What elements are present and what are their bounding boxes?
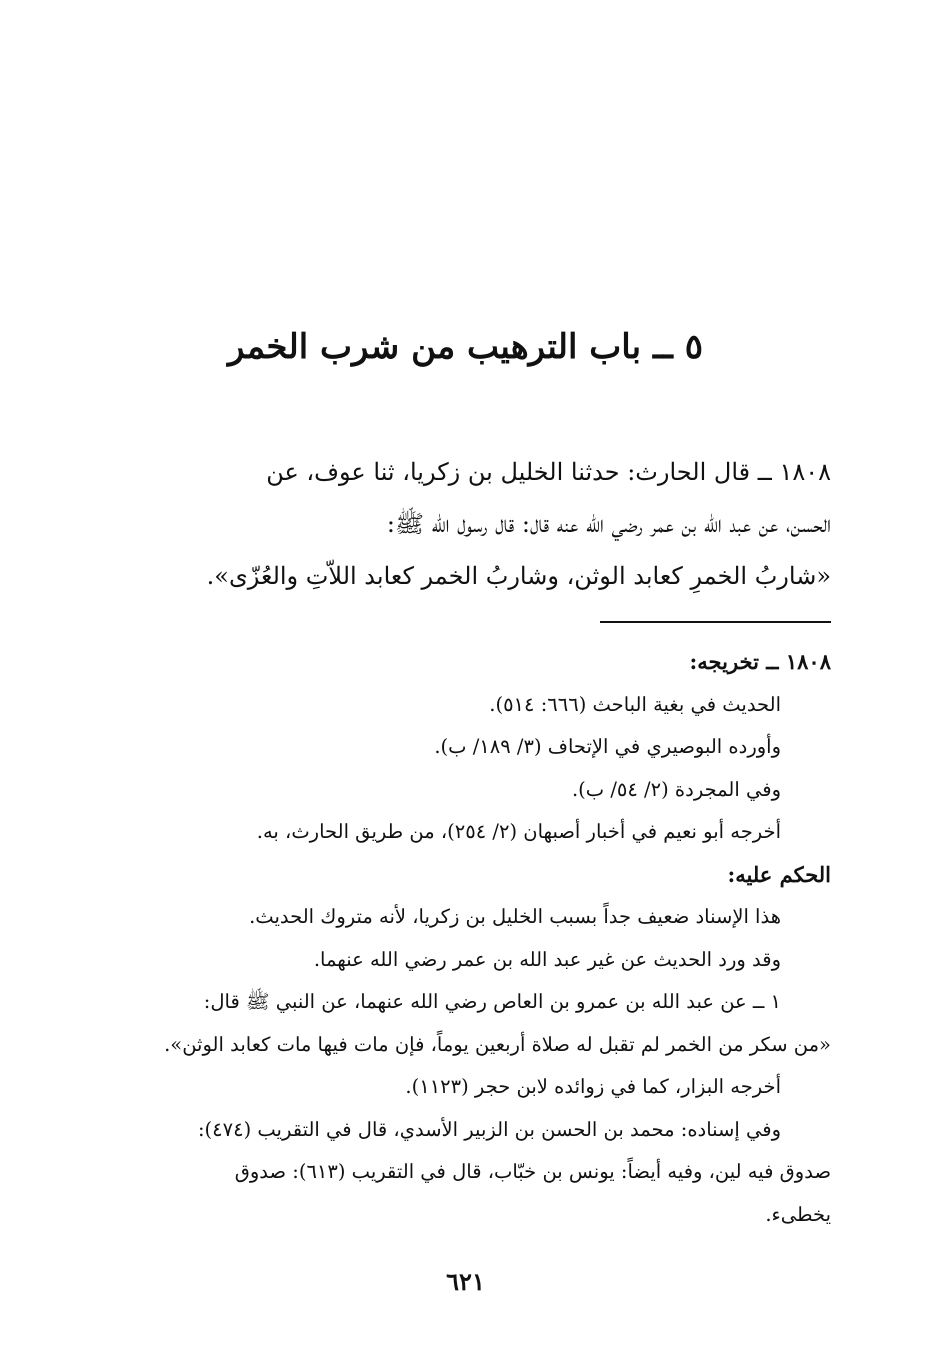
hadith-text [101,446,831,602]
page-number: ٦٢١ [446,1267,485,1296]
hadith-line: ١٨٠٨ ــ قال الحارث: حدثنا الخليل بن زكريا، ثنا عوف، عن [266,458,831,486]
chapter-title: ٥ ــ باب الترهيب من شرب الخمر [228,327,703,367]
akhrajahu-line: أخرجه البزار، كما في زوائده لابن حجر (١١٢٣). [405,1075,781,1098]
hadith-line: «شاربُ الخمرِ كعابد الوثن، وشاربُ الخمر كعابد اللاّتِ والعُزّى». [206,562,831,590]
shahid-line: ١ ــ عن عبد الله بن عمرو بن العاص رضي الله عنهما، عن النبي ﷺ قال: [203,990,781,1013]
shahid-line: «من سكر من الخمر لم تقبل له صلاة أربعين يوماً، فإن مات فيها مات كعابد الوثن». [164,1032,831,1056]
isnad-line: صدوق فيه لين، وفيه أيضاً: يونس بن خبّاب، قال في التقريب (٦١٣): صدوق [234,1160,831,1183]
takhrij-line: أخرجه أبو نعيم في أخبار أصبهان (٢/ ٢٥٤)، من طريق الحارث، به. [256,820,781,843]
footnote-separator [600,621,831,623]
takhrij-heading: ١٨٠٨ ــ تخريجه: [689,649,831,674]
isnad-line: يخطىء. [765,1202,831,1226]
footnotes [101,641,831,1236]
takhrij-line: وأورده البوصيري في الإتحاف (٣/ ١٨٩/ ب). [434,735,781,758]
hukm-line: هذا الإسناد ضعيف جداً بسبب الخليل بن زكريا، لأنه متروك الحديث. [249,905,781,928]
takhrij-line: وفي المجردة (٢/ ٥٤/ ب). [571,777,781,801]
takhrij-line: الحديث في بغية الباحث (٦٦٦: ٥١٤). [489,692,781,716]
hadith-line: الحسن، عن عبد الله بن عمر رضي الله عنه قال: قال رسول الله ﷺ: [386,510,831,538]
hukm-heading: الحكم عليه: [727,861,831,887]
isnad-line: وفي إسناده: محمد بن الحسن بن الزبير الأسدي، قال في التقريب (٤٧٤): [197,1117,781,1141]
hukm-line: وقد ورد الحديث عن غير عبد الله بن عمر رضي الله عنهما. [313,947,781,971]
